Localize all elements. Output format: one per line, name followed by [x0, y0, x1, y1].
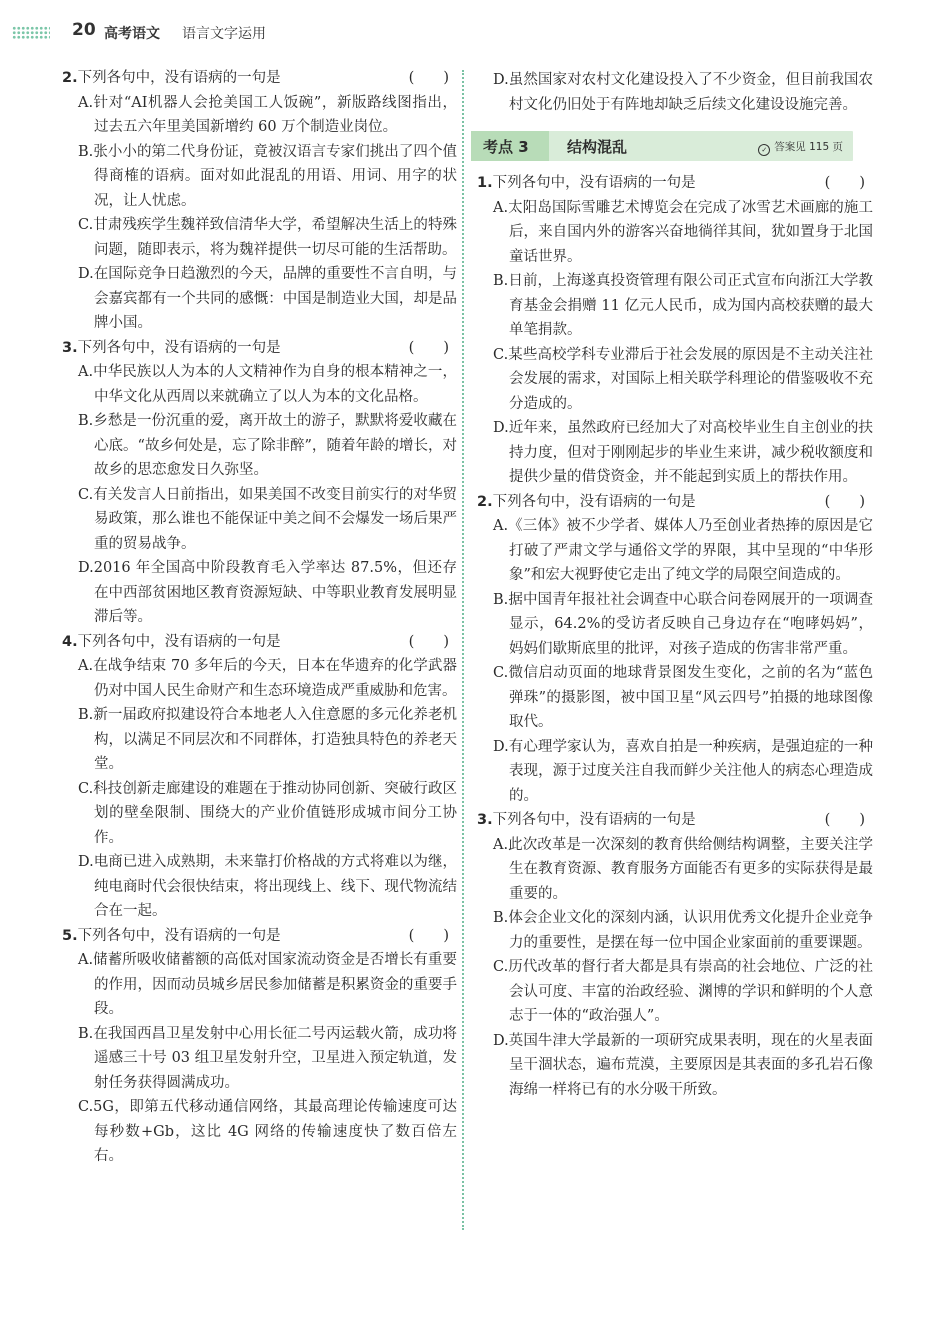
option-d: D.在国际竞争日趋激烈的今天，品牌的重要性不言自明，与会嘉宾都有一个共同的感慨：中国是制造业大国，却是品牌小国。 [78, 266, 457, 331]
option-a: A.中华民族以人为本的人文精神作为自身的根本精神之一，中华文化从西周以来就确立了以人为本的文化品格。 [78, 364, 457, 405]
question-text: 下列各句中，没有语病的一句是 [492, 175, 696, 191]
question-stem [62, 66, 457, 91]
question-stem [62, 630, 457, 655]
answer-reference-text: 答案见 115 页 [774, 141, 843, 153]
page-header [0, 18, 950, 52]
option-b: B.在我国西昌卫星发射中心用长征二号丙运载火箭，成功将遥感三十号 03 组卫星发射升空，卫星进入预定轨道，发射任务获得圆满成功。 [78, 1025, 457, 1091]
question-text: 下列各句中，没有语病的一句是 [77, 633, 281, 650]
question-number: 4. [62, 633, 78, 650]
question-stem [62, 924, 457, 949]
option-a: A.在战争结束 70 多年后的今天，日本在华遗弃的化学武器仍对中国人民生命财产和生态环境造成严重威胁和危害。 [78, 658, 457, 699]
book-title: 高考语文 [104, 26, 160, 42]
option-d: D.英国牛津大学最新的一项研究成果表明，现在的火星表面呈干涸状态，遍布荒漠，主要原因是其表面的多孔岩石像海绵一样将已有的水分吸干所致。 [493, 1032, 873, 1098]
answer-blank: ( ) [824, 175, 865, 191]
page-number: 20 [72, 20, 96, 40]
option-b: B.张小小的第二代身份证，竟被汉语言专家们挑出了四个值得商榷的语病。面对如此混乱的用语、用词、用字的状况，让人忧虑。 [78, 143, 457, 209]
question-number: 5. [62, 927, 78, 944]
question-text: 下列各句中，没有语病的一句是 [77, 339, 281, 356]
option-d: D.近年来，虽然政府已经加大了对高校毕业生自主创业的扶持力度，但对于刚刚起步的毕业生来讲，减少税收额度和提供少量的借贷资金，并不能起到实质上的帮扶作用。 [493, 420, 873, 485]
option-c: C.甘肃残疾学生魏祥致信清华大学，希望解决生活上的特殊问题，随即表示，将为魏祥提供一切尽可能的生活帮助。 [78, 217, 457, 258]
answer-reference [758, 139, 843, 156]
option-a: A.太阳岛国际雪雕艺术博览会在完成了冰雪艺术画廊的施工后，来自国内外的游客兴奋地徜徉其间，犹如置身于北国童话世界。 [493, 199, 873, 265]
question-number: 2. [477, 493, 493, 510]
question-stem [477, 808, 873, 833]
banner-tag: 考点 3 [483, 138, 529, 156]
answer-blank: ( ) [408, 633, 449, 650]
option-b: B.乡愁是一份沉重的爱，离开故土的游子，默默将爱收藏在心底。“故乡何处是，忘了除非醉”，随着年龄的增长，对故乡的思恋愈发日久弥坚。 [78, 413, 457, 478]
header-dots-decoration [12, 26, 50, 40]
question-stem [62, 336, 457, 361]
question-number: 1. [477, 175, 493, 191]
question-stem [477, 171, 873, 196]
question-number: 3. [477, 812, 493, 828]
option-b: B.体会企业文化的深刻内涵，认识用优秀文化提升企业竞争力的重要性，是摆在每一位中国企业家面前的重要课题。 [493, 910, 873, 951]
question-number: 2. [62, 70, 78, 86]
option-a: A.《三体》被不少学者、媒体人乃至创业者热捧的原因是它打破了严肃文学与通俗文学的界限，其中呈现的“中华形象”和宏大视野使它走出了纯文学的局限空间造成的。 [493, 518, 873, 583]
option-b: B.据中国青年报社社会调查中心联合问卷网展开的一项调查显示，64.2%的受访者反映自己身边存在“咆哮妈妈”，妈妈们歇斯底里的批评，对孩子造成的伤害非常严重。 [493, 591, 873, 657]
section-banner [471, 131, 853, 161]
question-text: 下列各句中，没有语病的一句是 [492, 812, 696, 828]
answer-blank: ( ) [408, 70, 449, 86]
answer-blank: ( ) [408, 927, 449, 944]
option-b: B.新一届政府拟建设符合本地老人入住意愿的多元化养老机构，以满足不同层次和不同群体，打造独具特色的养老天堂。 [78, 707, 457, 772]
answer-blank: ( ) [408, 339, 449, 356]
option-b: B.日前，上海遂真投资管理有限公司正式宣布向浙江大学教育基金会捐赠 11 亿元人民币，成为国内高校获赠的最大单笔捐款。 [493, 273, 873, 338]
right-column [477, 68, 873, 1102]
answer-blank: ( ) [824, 812, 865, 828]
option-c: C.微信启动页面的地球背景图发生变化，之前的名为“蓝色弹珠”的摄影图，被中国卫星“风云四号”拍摄的地球图像取代。 [493, 665, 873, 730]
option-d: D.虽然国家对农村文化建设投入了不少资金，但目前我国农村文化仍旧处于有阵地却缺乏后续文化建设设施完善。 [493, 72, 873, 113]
option-c: C.某些高校学科专业滞后于社会发展的原因是不主动关注社会发展的需求，对国际上相关联学科理论的借鉴吸收不充分造成的。 [493, 346, 873, 412]
option-d: D.2016 年全国高中阶段教育毛入学率达 87.5%，但还存在中西部贫困地区教育资源短缺、中等职业教育发展明显滞后等。 [78, 560, 457, 625]
answer-blank: ( ) [824, 493, 865, 510]
question-text: 下列各句中，没有语病的一句是 [77, 70, 281, 86]
option-c: C.科技创新走廊建设的难题在于推动协同创新、突破行政区划的壁垒限制、围绕大的产业价值链形成城市间分工协作。 [78, 780, 457, 846]
option-d: D.有心理学家认为，喜欢自拍是一种疾病，是强迫症的一种表现，源于过度关注自我而鲜少关注他人的病态心理造成的。 [493, 738, 873, 804]
option-c: C.有关发言人日前指出，如果美国不改变目前实行的对华贸易政策，那么谁也不能保证中美之间不会爆发一场后果严重的贸易战争。 [78, 486, 457, 552]
banner-title: 结构混乱 [567, 138, 628, 156]
option-a: A.针对“AI机器人会抢美国工人饭碗”，新版路线图指出，过去五六年里美国新增约 60 万个制造业岗位。 [78, 94, 457, 135]
left-column [62, 66, 457, 1169]
column-divider [462, 70, 464, 1230]
section-title: 语言文字运用 [182, 26, 266, 42]
question-text: 下列各句中，没有语病的一句是 [492, 493, 696, 510]
option-d: D.电商已进入成熟期，未来靠打价格战的方式将难以为继，纯电商时代会很快结束，将出现线上、线下、现代物流结合在一起。 [78, 854, 457, 919]
answer-icon: ✓ [758, 144, 770, 156]
question-stem [477, 490, 873, 515]
option-c: C.5G，即第五代移动通信网络，其最高理论传输速度可达每秒数+Gb，这比 4G 网络的传输速度快了数百倍左右。 [78, 1099, 457, 1164]
option-c: C.历代改革的督行者大都是具有崇高的社会地位、广泛的社会认可度、丰富的治政经验、渊博的学识和鲜明的个人意志于一体的“政治强人”。 [493, 959, 873, 1024]
question-text: 下列各句中，没有语病的一句是 [77, 927, 281, 944]
option-a: A.此次改革是一次深刻的教育供给侧结构调整，主要关注学生在教育资源、教育服务方面能否有更多的实际获得是最重要的。 [493, 836, 873, 902]
question-number: 3. [62, 339, 78, 356]
option-a: A.储蓄所吸收储蓄额的高低对国家流动资金是否增长有重要的作用，因而动员城乡居民参加储蓄是积累资金的重要手段。 [78, 952, 457, 1017]
